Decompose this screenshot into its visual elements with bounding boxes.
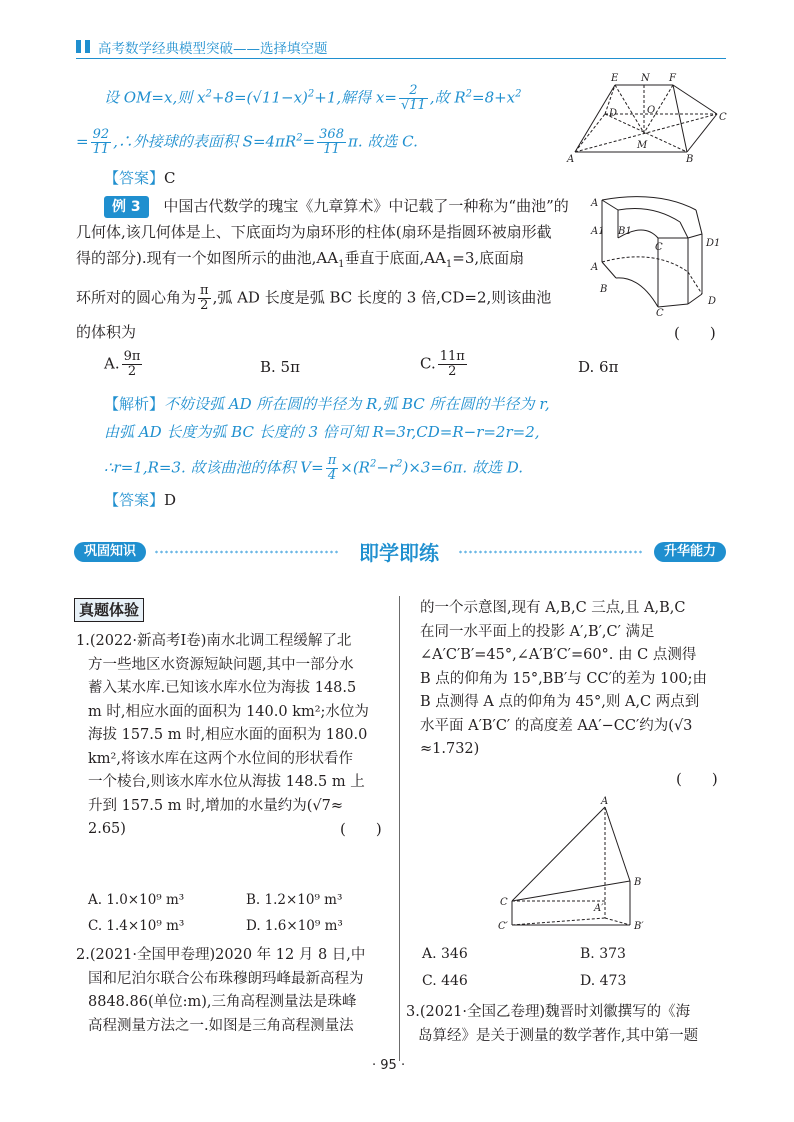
column-divider bbox=[399, 596, 400, 1061]
q2-cont-line: B 点测得 A 点的仰角为 45°,则 A,C 两点到 bbox=[420, 694, 700, 710]
q2-line: 高程测量方法之一.如图是三角高程测量法 bbox=[88, 1017, 354, 1034]
fig2-label: C bbox=[655, 242, 663, 253]
q1-line: 海拔 157.5 m 时,相应水面的面积为 180.0 bbox=[88, 727, 368, 743]
q3-line: 岛算经》是关于测量的数学著作,其中第一题 bbox=[418, 1027, 699, 1044]
q2-cont-line: ∠A′C′B′=45°,∠A′B′C′=60°. 由 C 点测得 bbox=[420, 647, 697, 663]
fig3-label: C′ bbox=[498, 921, 508, 932]
q1-line: m 时,相应水面的面积为 140.0 km²;水位为 bbox=[88, 703, 369, 720]
q2-cont-line: 水平面 A′B′C′ 的高度差 AA′−CC′约为(√3 bbox=[420, 717, 693, 734]
fig2-label: B1 bbox=[618, 226, 632, 237]
fig1-label: C bbox=[719, 112, 727, 123]
example3-line-1: 例 3 中国古代数学的瑰宝《九章算术》中记载了一种称为“曲池”的 bbox=[104, 196, 569, 218]
example3-line-5: 的体积为 bbox=[76, 323, 137, 341]
fig1-label: D bbox=[609, 108, 618, 119]
q2-option-a: A. 346 bbox=[422, 946, 468, 962]
solution-line-2: = $\frac{92}{11}$ ,∴外接球的表面积 $S=4\pi R^2=$ $\frac{368}{11}$ π. 故选 C. bbox=[76, 127, 418, 157]
q1-line: km²,将该水库在这两个水位间的形状看作 bbox=[88, 750, 353, 767]
header-marker bbox=[76, 40, 81, 53]
fig2-label: C bbox=[656, 308, 664, 317]
page-number: · 95 · bbox=[372, 1058, 406, 1073]
answer-example3: 【答案】D bbox=[104, 491, 177, 509]
q2-cont-line: ≈1.732) bbox=[420, 741, 480, 757]
fig2-label: B bbox=[600, 284, 608, 295]
band-left-label: 巩固知识 bbox=[74, 542, 146, 562]
header-title: 高考数学经典模型突破——选择填空题 bbox=[98, 41, 328, 57]
fig3-label: C bbox=[500, 897, 508, 908]
q1-line: 2.65) bbox=[88, 821, 126, 837]
fig1-label: A bbox=[567, 154, 575, 165]
analysis-line-1: 【解析】不妨设弧 AD 所在圆的半径为 R,弧 BC 所在圆的半径为 r, bbox=[104, 395, 550, 413]
header-rule bbox=[76, 58, 726, 59]
fig2-label: A bbox=[591, 262, 599, 273]
fig1-label: F bbox=[669, 73, 676, 84]
fig2-label: A bbox=[591, 198, 599, 209]
q2-line: 8848.86(单位:m),三角高程测量法是珠峰 bbox=[88, 994, 357, 1010]
example3-line-2: 几何体,该几何体是上、下底面均为扇环形的柱体(扇环是指圆环被扇形截 bbox=[76, 223, 552, 241]
q2-parentheses: ( ) bbox=[676, 770, 718, 788]
fig3-label: A bbox=[601, 796, 609, 807]
q2-cont-line: B 点的仰角为 15°,BB′与 CC′的差为 100;由 bbox=[420, 670, 708, 687]
question-3 bbox=[406, 1001, 730, 1048]
fig3-label: B bbox=[634, 877, 642, 888]
fig1-label: O bbox=[647, 105, 656, 116]
example3-line-4: 环所对的圆心角为 $\frac{\pi}{2}$ ,弧 AD 长度是弧 BC 长度的 3 倍,CD=2,则该曲池 bbox=[76, 283, 552, 313]
band-right-label: 升华能力 bbox=[654, 542, 726, 562]
figure-triangulation bbox=[490, 795, 660, 935]
band-dots-left bbox=[154, 550, 340, 554]
header-marker bbox=[85, 40, 90, 53]
answer-top: 【答案】C bbox=[104, 169, 176, 187]
example3-line-3: 得的部分).现有一个如图所示的曲池$,AA_1$垂直于底面$,AA_1=3$,底面扇 bbox=[76, 249, 525, 270]
q1-line: 1.(2022·新高考Ⅰ卷)南水北调工程缓解了北 bbox=[76, 633, 352, 649]
fig2-label: D bbox=[708, 296, 717, 307]
q1-line: 升到 157.5 m 时,增加的水量约为(√7≈ bbox=[88, 797, 343, 814]
band-dots-right bbox=[458, 550, 644, 554]
question-2-continued bbox=[420, 597, 730, 762]
q2-option-c: C. 446 bbox=[422, 973, 468, 989]
option-d: D. 6π bbox=[578, 358, 619, 376]
fig1-label: N bbox=[641, 73, 650, 84]
q1-option-d: D. 1.6×10⁹ m³ bbox=[246, 918, 343, 934]
option-c: C. $\frac{11\pi}{2}$ bbox=[420, 349, 465, 379]
figure-frustum bbox=[565, 70, 730, 170]
question-1 bbox=[76, 630, 392, 842]
question-2 bbox=[76, 944, 392, 1038]
q2-option-d: D. 473 bbox=[580, 973, 627, 989]
q2-option-b: B. 373 bbox=[580, 946, 626, 962]
q1-option-c: C. 1.4×10⁹ m³ bbox=[88, 918, 185, 934]
fig2-label: A1 bbox=[591, 226, 605, 237]
section-band bbox=[74, 538, 726, 568]
q2-line: 国和尼泊尔联合公布珠穆朗玛峰最新高程为 bbox=[88, 970, 364, 987]
example-tag: 例 3 bbox=[104, 196, 149, 218]
fig3-label: B′ bbox=[634, 921, 644, 932]
analysis-line-3: ∴r=1,R=3. 故该曲池的体积 V= $\frac{\pi}{4}$ $\times(R^2-r^2)\times 3=6\pi$. 故选 D. bbox=[104, 453, 523, 483]
solution-line-1: 设 OM=x,则 $x^2+8=(√11-x)^2+1$,解得 x= $\frac{2}{√11}$ ,故 $R^2=8+x^2$ bbox=[104, 83, 522, 113]
option-a: A. $\frac{9\pi}{2}$ bbox=[104, 349, 141, 379]
fig3-label: A′ bbox=[594, 903, 604, 914]
band-center-title: 即学即练 bbox=[359, 541, 439, 565]
fig1-label: E bbox=[611, 73, 619, 84]
q1-option-a: A. 1.0×10⁹ m³ bbox=[88, 892, 185, 908]
q2-line: 2.(2021·全国甲卷理)2020 年 12 月 8 日,中 bbox=[76, 947, 366, 963]
figure-curved-pool bbox=[588, 192, 728, 317]
q1-parentheses: ( ) bbox=[340, 820, 382, 838]
option-b: B. 5π bbox=[260, 358, 300, 376]
q1-option-b: B. 1.2×10⁹ m³ bbox=[246, 892, 343, 908]
fig2-label: D1 bbox=[706, 238, 721, 249]
q1-line: 方一些地区水资源短缺问题,其中一部分水 bbox=[88, 656, 354, 673]
fig1-label: M bbox=[637, 140, 648, 151]
q1-line: 一个棱台,则该水库水位从海拔 148.5 m 上 bbox=[88, 774, 365, 790]
q2-cont-line: 的一个示意图,现有 A,B,C 三点,且 A,B,C bbox=[420, 600, 686, 616]
q3-line: 3.(2021·全国乙卷理)魏晋时刘徽撰写的《海 bbox=[406, 1004, 691, 1020]
fig1-label: B bbox=[686, 154, 694, 165]
analysis-line-2: 由弧 AD 长度为弧 BC 长度的 3 倍可知 R=3r,CD=R−r=2r=2, bbox=[104, 423, 540, 441]
q2-cont-line: 在同一水平面上的投影 A′,B′,C′ 满足 bbox=[420, 623, 655, 640]
q1-line: 蓄入某水库.已知该水库水位为海拔 148.5 bbox=[88, 680, 357, 696]
section-title: 真题体验 bbox=[74, 598, 144, 622]
answer-parentheses: ( ) bbox=[674, 324, 716, 342]
